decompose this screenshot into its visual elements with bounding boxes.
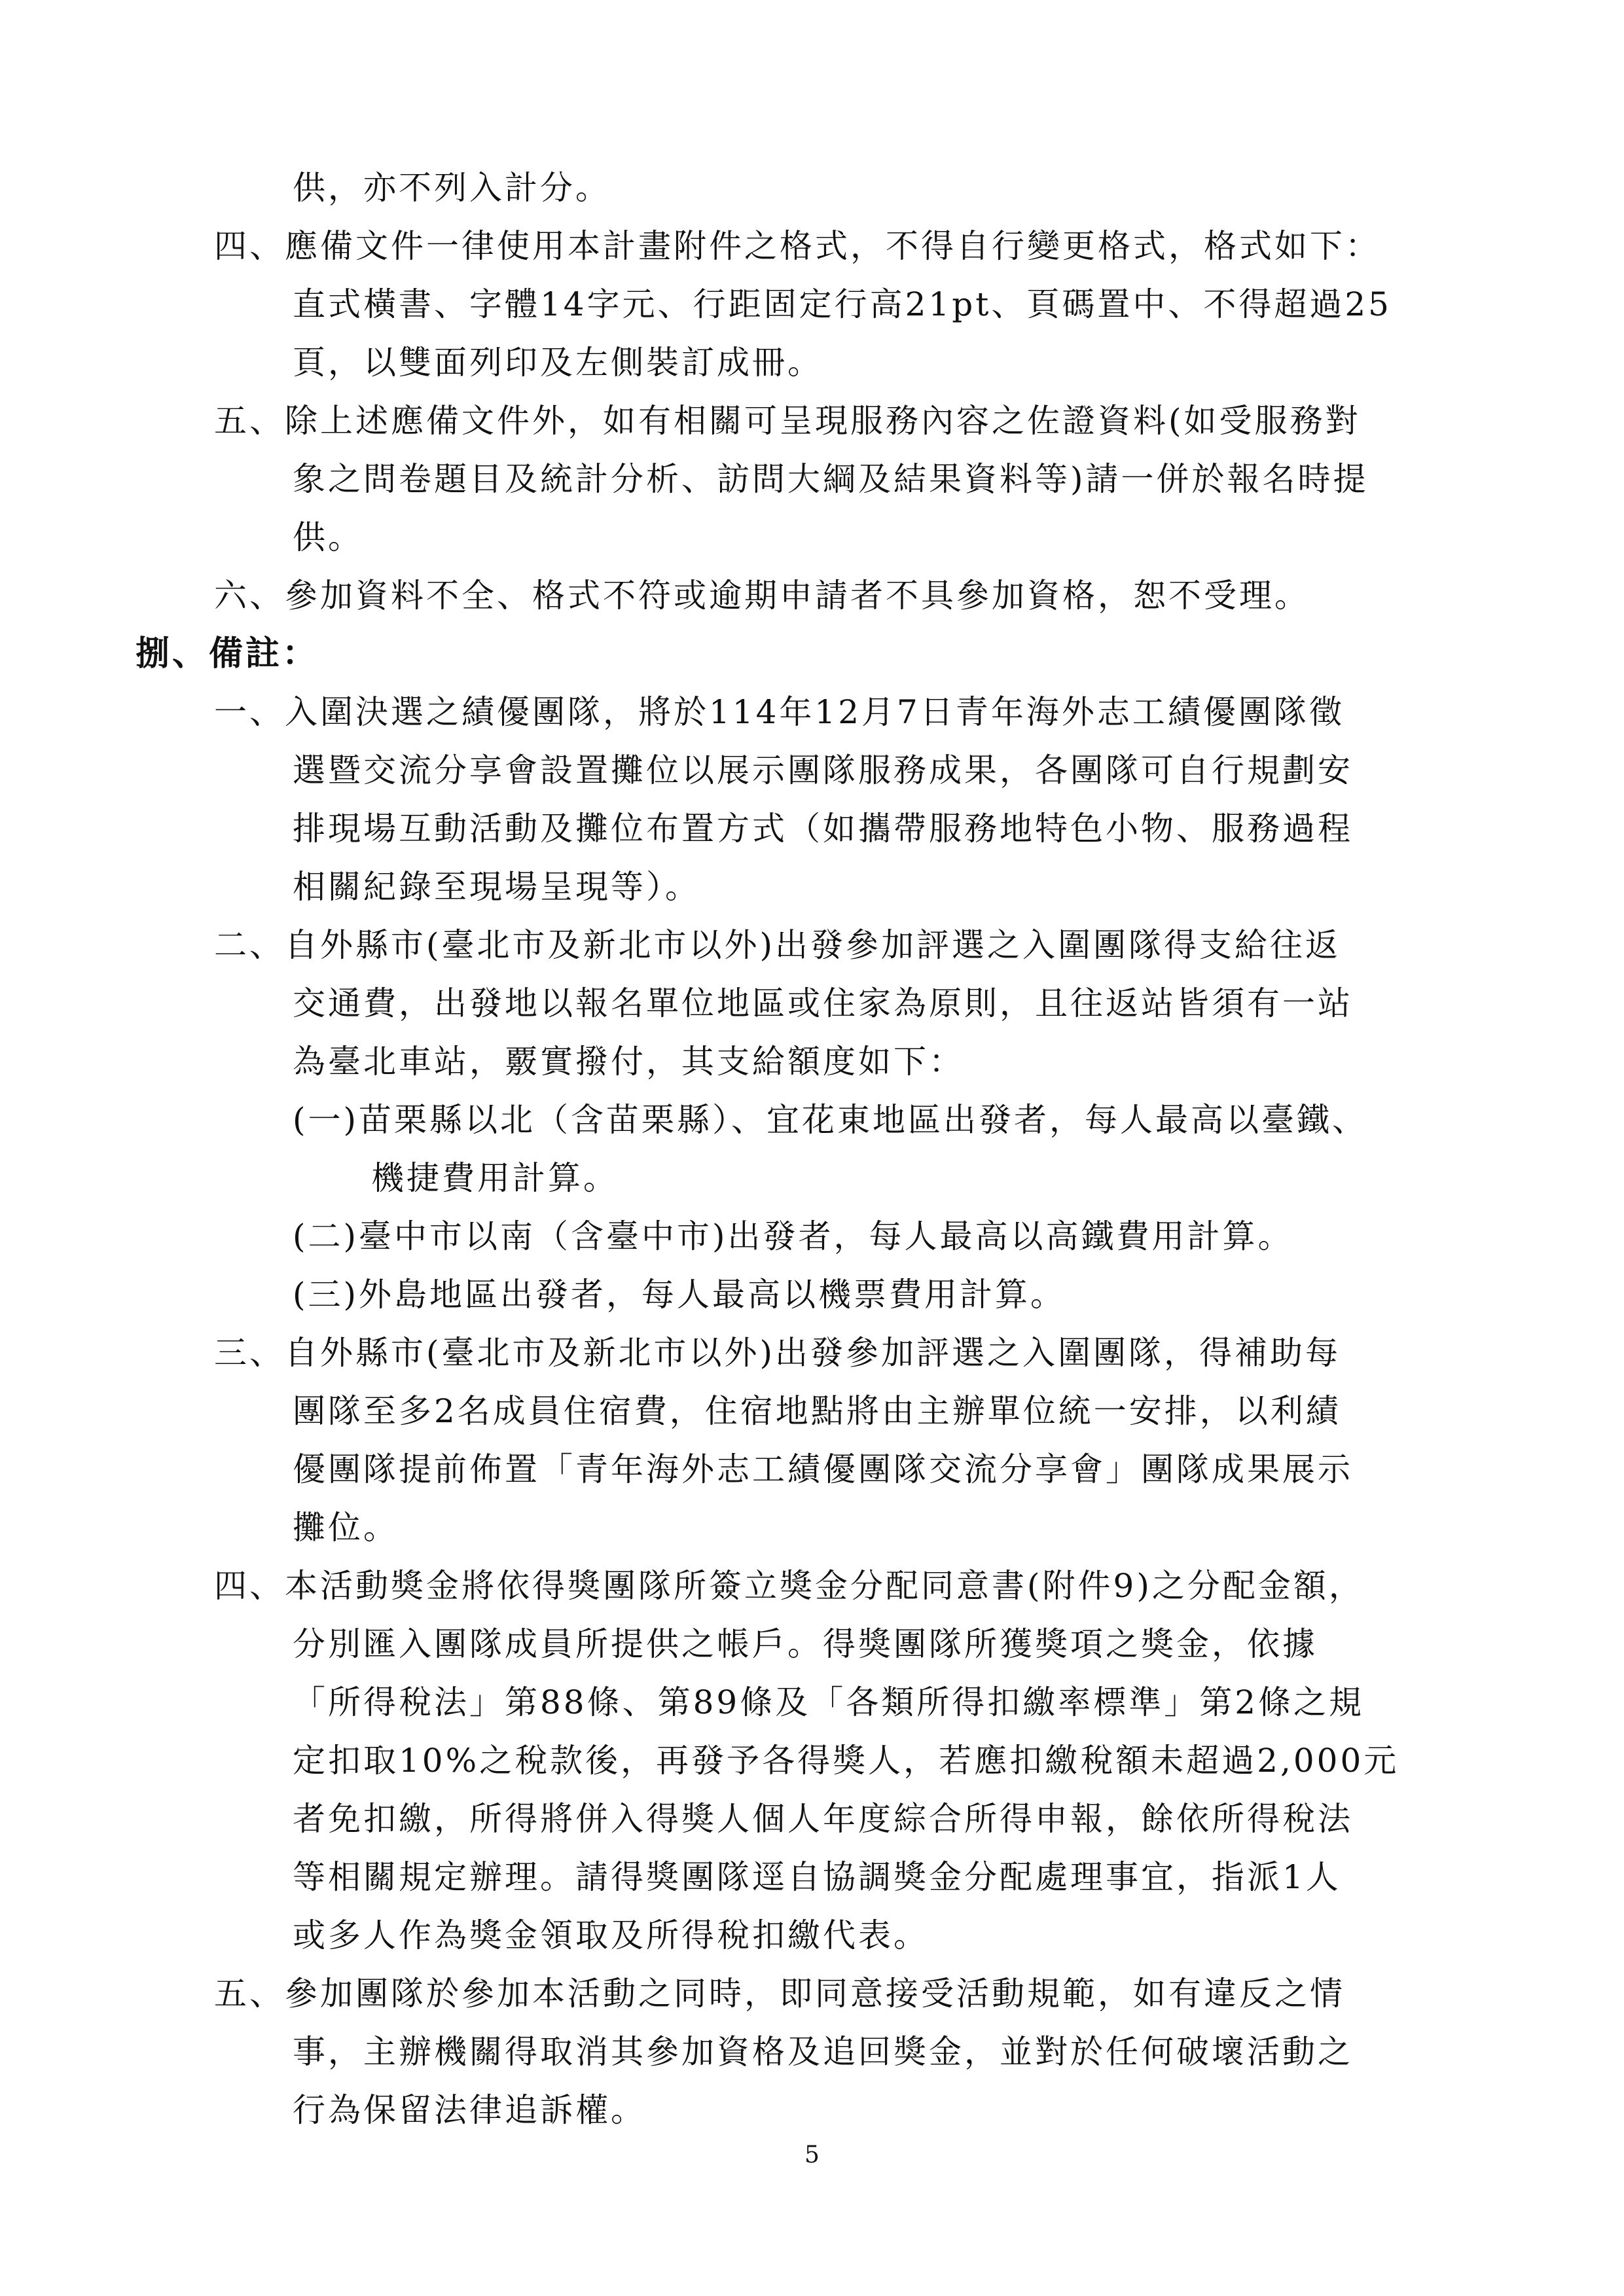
section-heading: 捌、備註：: [135, 634, 319, 673]
text-line: 排現場互動活動及攤位布置方式（如攜帶服務地特色小物、服務過程: [293, 810, 1353, 848]
list-item-3: 三、自外縣市(臺北市及新北市以外)出發參加評選之入圍團隊，得補助每: [214, 1334, 1341, 1372]
text-line: 頁，以雙面列印及左側裝訂成冊。: [293, 344, 823, 382]
text-line: 機捷費用計算。: [371, 1159, 619, 1197]
text-line: 為臺北車站，覈實撥付，其支給額度如下：: [293, 1043, 964, 1081]
page-number: 5: [804, 2142, 820, 2168]
text-line: 選暨交流分享會設置攤位以展示團隊服務成果，各團隊可自行規劃安: [293, 751, 1353, 789]
text-line: 分別匯入團隊成員所提供之帳戶。得獎團隊所獲獎項之獎金，依據: [293, 1625, 1318, 1663]
text-line: 等相關規定辦理。請得獎團隊逕自協調獎金分配處理事宜，指派1人: [293, 1858, 1341, 1896]
text-line: 或多人作為獎金領取及所得稅扣繳代表。: [293, 1916, 929, 1954]
text-line: 定扣取10%之稅款後，再發予各得獎人，若應扣繳稅額未超過2,000元: [293, 1742, 1399, 1780]
sub-item-1: (一)苗栗縣以北（含苗栗縣）、宜花東地區出發者，每人最高以臺鐵、: [293, 1101, 1368, 1139]
text-line: 「所得稅法」第88條、第89條及「各類所得扣繳率標準」第2條之規: [293, 1683, 1365, 1721]
text-line: 交通費，出發地以報名單位地區或住家為原則，且往返站皆須有一站: [293, 984, 1353, 1022]
list-item-4: 四、應備文件一律使用本計畫附件之格式，不得自行變更格式，格式如下：: [214, 227, 1380, 265]
text-line: 供，亦不列入計分。: [293, 169, 611, 207]
sub-item-3: (三)外島地區出發者，每人最高以機票費用計算。: [293, 1276, 1066, 1314]
text-line: 行為保留法律追訴權。: [293, 2091, 646, 2129]
list-item-2: 二、自外縣市(臺北市及新北市以外)出發參加評選之入圍團隊得支給往返: [214, 926, 1341, 964]
list-item-5: 五、除上述應備文件外，如有相關可呈現服務內容之佐證資料(如受服務對: [214, 402, 1361, 440]
list-item-5: 五、參加團隊於參加本活動之同時，即同意接受活動規範，如有違反之情: [214, 1975, 1345, 2013]
list-item-1: 一、入圍決選之績優團隊，將於114年12月7日青年海外志工績優團隊徵: [214, 693, 1344, 731]
text-line: 象之問卷題目及統計分析、訪問大綱及結果資料等)請一併於報名時提: [293, 460, 1369, 498]
text-line: 者免扣繳，所得將併入得獎人個人年度綜合所得申報，餘依所得稅法: [293, 1800, 1353, 1838]
text-line: 團隊至多2名成員住宿費，住宿地點將由主辦單位統一安排，以利績: [293, 1392, 1341, 1430]
text-line: 直式橫書、字體14字元、行距固定行高21pt、頁碼置中、不得超過25: [293, 285, 1392, 323]
text-line: 供。: [293, 518, 363, 556]
list-item-4: 四、本活動獎金將依得獎團隊所簽立獎金分配同意書(附件9)之分配金額，: [214, 1567, 1364, 1605]
text-line: 優團隊提前佈置「青年海外志工績優團隊交流分享會」團隊成果展示: [293, 1450, 1353, 1488]
text-line: 事，主辦機關得取消其參加資格及追回獎金，並對於任何破壞活動之: [293, 2033, 1353, 2071]
text-line: 攤位。: [293, 1509, 399, 1547]
text-line: 相關紀錄至現場呈現等）。: [293, 868, 700, 906]
sub-item-2: (二)臺中市以南（含臺中市)出發者，每人最高以高鐵費用計算。: [293, 1217, 1293, 1255]
list-item-6: 六、參加資料不全、格式不符或逾期申請者不具參加資格，恕不受理。: [214, 577, 1310, 615]
